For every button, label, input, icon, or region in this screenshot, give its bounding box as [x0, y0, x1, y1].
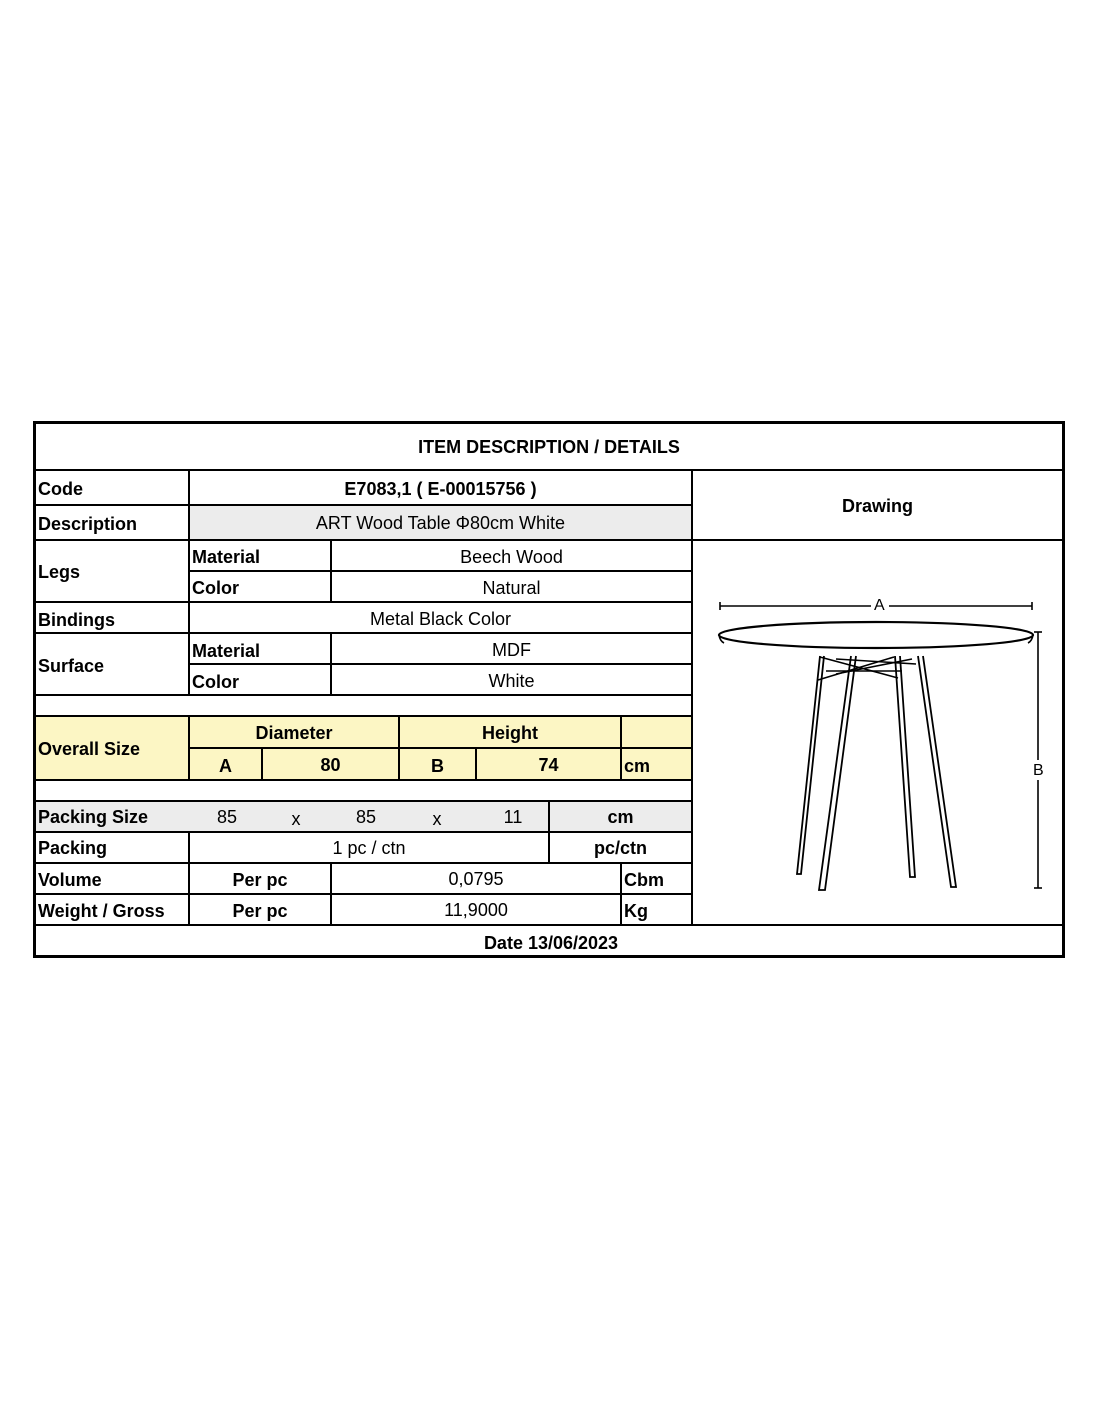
diameter-label: Diameter — [255, 723, 333, 743]
weight-label: Weight / Gross — [38, 901, 165, 921]
legs-material-value: Beech Wood — [460, 547, 563, 567]
packing-value: 1 pc / ctn — [332, 838, 406, 858]
code-value: E7083,1 ( E-00015756 ) — [344, 479, 537, 499]
packing-length: 85 — [216, 807, 238, 827]
height-label: Height — [482, 723, 538, 743]
packing-unit: pc/ctn — [593, 838, 647, 858]
description-label: Description — [38, 514, 138, 534]
dimension-a-label: A — [874, 597, 885, 614]
table-drawing — [36, 424, 1062, 955]
dim-b-label: B — [431, 756, 444, 776]
packing-height: 11 — [503, 807, 523, 827]
weight-unit: Kg — [624, 901, 648, 921]
item-details-sheet — [33, 421, 1065, 958]
surface-material-label: Material — [192, 641, 261, 661]
date-footer: Date 13/06/2023 — [483, 933, 619, 953]
packing-x-separator: x — [432, 809, 442, 829]
volume-per: Per pc — [232, 870, 288, 890]
packing-x-separator: x — [291, 809, 301, 829]
volume-label: Volume — [38, 870, 102, 890]
overall-size-unit: cm — [624, 756, 651, 776]
volume-unit: Cbm — [624, 870, 664, 890]
overall-size-label: Overall Size — [38, 739, 141, 759]
packing-size-unit: cm — [607, 807, 634, 827]
description-value: ART Wood Table Φ80cm White — [315, 513, 566, 533]
bindings-label: Bindings — [38, 610, 115, 630]
packing-width: 85 — [355, 807, 377, 827]
legs-color-label: Color — [192, 578, 239, 598]
dimension-b-label: B — [1033, 762, 1044, 779]
legs-color-value: Natural — [482, 578, 541, 598]
legs-material-label: Material — [192, 547, 261, 567]
code-label: Code — [38, 479, 83, 499]
dim-a-label: A — [219, 756, 232, 776]
sheet-title: ITEM DESCRIPTION / DETAILS — [418, 437, 680, 457]
weight-per: Per pc — [232, 901, 288, 921]
drawing-label: Drawing — [841, 496, 913, 516]
surface-color-label: Color — [192, 672, 239, 692]
surface-material-value: MDF — [492, 640, 531, 660]
volume-value: 0,0795 — [448, 869, 504, 889]
packing-label: Packing — [38, 838, 108, 858]
surface-label: Surface — [38, 656, 105, 676]
surface-color-value: White — [488, 671, 535, 691]
dim-b-value: 74 — [538, 755, 559, 775]
packing-size-label: Packing Size — [38, 807, 149, 827]
legs-label: Legs — [38, 562, 81, 582]
dim-a-value: 80 — [320, 755, 341, 775]
bindings-value: Metal Black Color — [369, 609, 512, 629]
weight-value: 11,9000 — [444, 900, 508, 920]
